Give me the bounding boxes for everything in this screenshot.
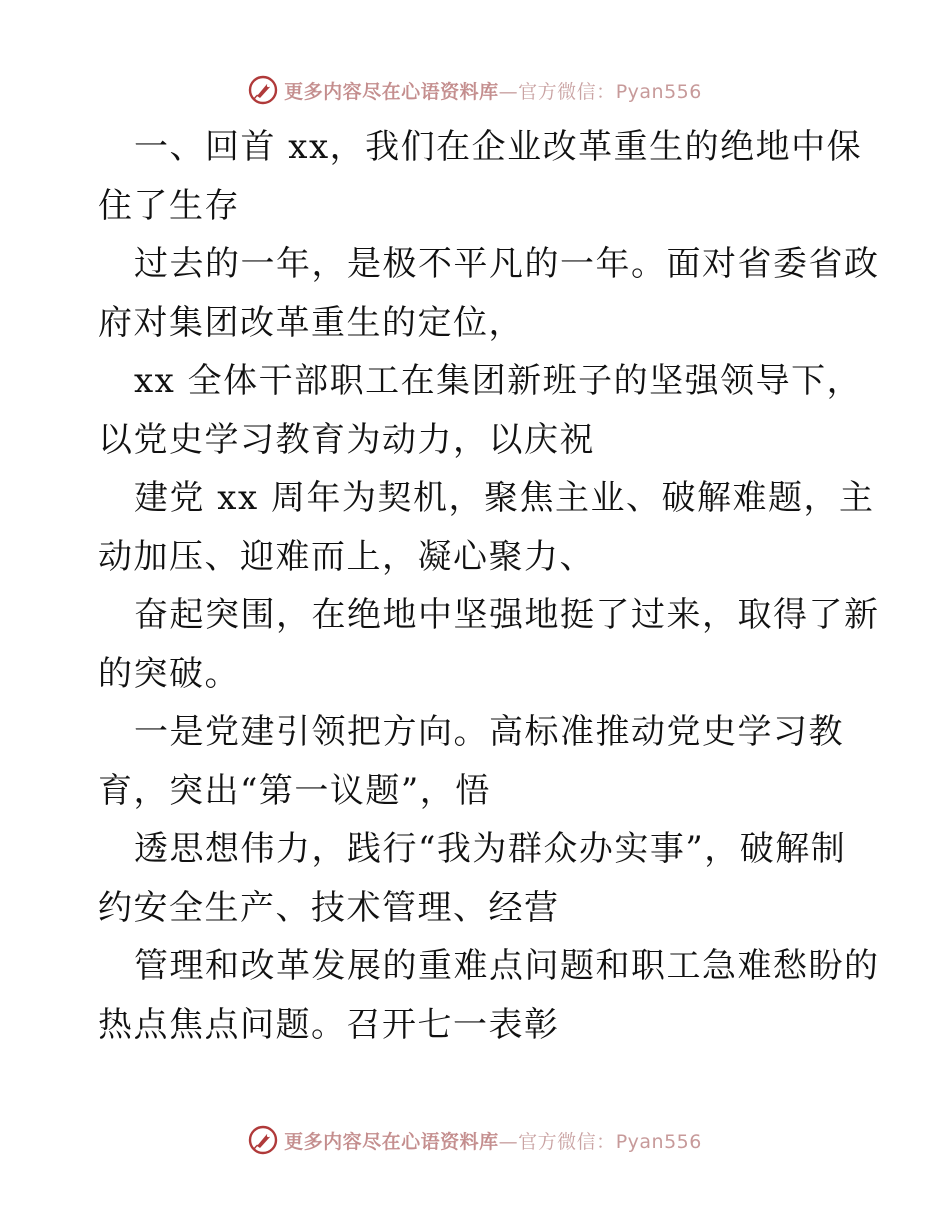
body-line: 一是党建引领把方向。高标准推动党史学习教 xyxy=(134,712,844,752)
body-line: 住了生存 xyxy=(98,185,240,226)
body-line: xx 全体干部职工在集团新班子的坚强领导下， xyxy=(134,361,863,401)
header-suffix: 官方微信： xyxy=(518,80,616,103)
header-watermark xyxy=(0,70,950,110)
body-line: 育，突出“第一议题”，悟 xyxy=(98,770,491,811)
footer-watermark xyxy=(0,1120,950,1160)
header-prefix: 更多内容尽在心语资料库 xyxy=(284,80,499,103)
header-id: Pyan556 xyxy=(615,80,702,103)
header-dash: — xyxy=(498,80,519,103)
footer-dash: — xyxy=(498,1130,519,1153)
body-line: 动加压、迎难而上，凝心聚力、 xyxy=(98,536,595,577)
body-line: 以党史学习教育为动力，以庆祝 xyxy=(98,419,595,460)
body-line: 一、回首 xx，我们在企业改革重生的绝地中保 xyxy=(134,127,863,167)
footer-id: Pyan556 xyxy=(615,1130,702,1153)
body-line: 府对集团改革重生的定位， xyxy=(98,302,524,343)
body-line: 透思想伟力，践行“我为群众办实事”，破解制 xyxy=(134,829,847,869)
body-line: 约安全生产、技术管理、经营 xyxy=(98,887,560,928)
body-line: 过去的一年，是极不平凡的一年。面对省委省政 xyxy=(134,244,880,284)
body-line: 的突破。 xyxy=(98,653,240,694)
footer-suffix: 官方微信： xyxy=(518,1130,616,1153)
footer-prefix: 更多内容尽在心语资料库 xyxy=(284,1130,499,1153)
body-line: 热点焦点问题。召开七一表彰 xyxy=(98,1004,560,1045)
footer-text xyxy=(284,1127,702,1154)
pen-nib-logo-icon xyxy=(248,1125,278,1155)
body-line: 管理和改革发展的重难点问题和职工急难愁盼的 xyxy=(134,946,880,986)
body-line: 建党 xx 周年为契机，聚焦主业、破解难题，主 xyxy=(134,478,875,518)
header-text xyxy=(284,77,702,104)
pen-nib-logo-icon xyxy=(248,75,278,105)
document-body xyxy=(98,118,880,1054)
body-line: 奋起突围，在绝地中坚强地挺了过来，取得了新 xyxy=(134,595,880,635)
